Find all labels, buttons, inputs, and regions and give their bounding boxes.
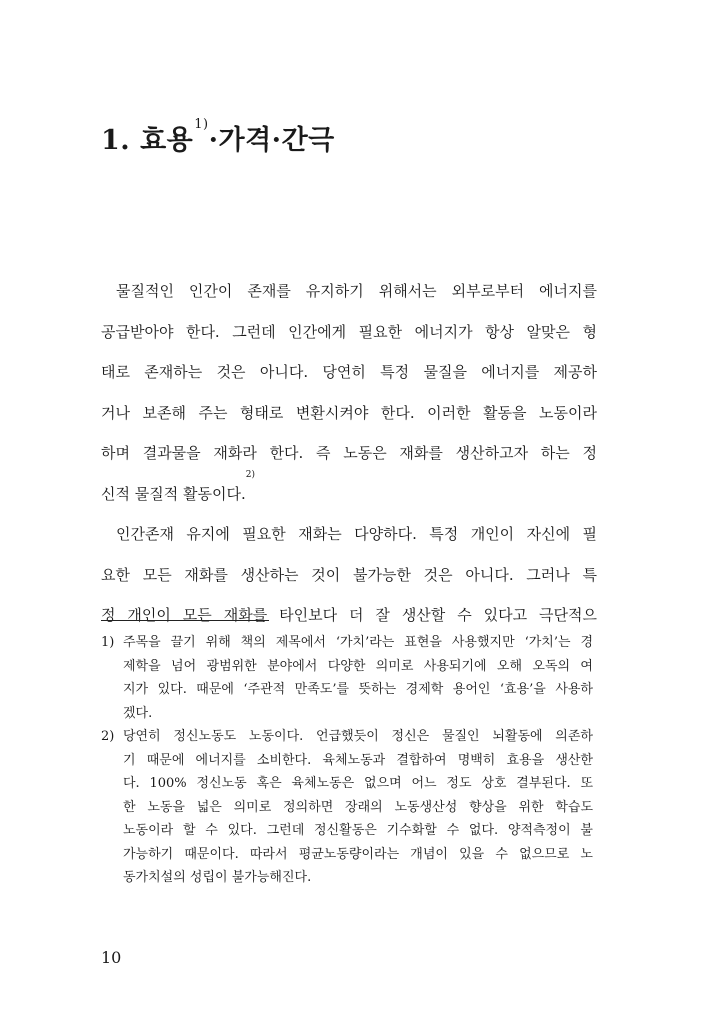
footnote-line: 지가 있다. 때문에 ‘주관적 만족도’를 뜻하는 경제학 용어인 ‘효용’을 사용하 bbox=[123, 682, 593, 697]
body-line: 하며 결과물을 재화라 한다. 즉 노동은 재화를 생산하고자 하는 정 bbox=[101, 444, 597, 462]
footnote-line: 다. 100% 정신노동 혹은 육체노동은 없으며 어느 정도 상호 결부된다. 또 bbox=[123, 776, 593, 791]
footnote-line: 겠다. bbox=[123, 705, 153, 721]
footnote-number: 1) bbox=[101, 635, 115, 650]
body-line-text: 신적 물질적 활동이다. bbox=[101, 484, 246, 503]
body-line: 인간존재 유지에 필요한 재화는 다양하다. 특정 개인이 자신에 필 bbox=[116, 525, 597, 543]
page-number: 10 bbox=[101, 948, 122, 967]
footnote-ref-2[interactable]: 2) bbox=[245, 469, 255, 480]
footnote-line: 기 때문에 에너지를 소비한다. 육체노동과 결합하여 명백히 효용을 생산한 bbox=[123, 752, 593, 768]
footnotes bbox=[101, 631, 593, 890]
chapter-title bbox=[101, 118, 335, 157]
body-text bbox=[101, 271, 597, 636]
footnote-number: 2) bbox=[101, 729, 115, 744]
footnote-divider bbox=[101, 620, 269, 621]
chapter-title-main: 1. 효용 bbox=[101, 125, 194, 157]
footnote-1 bbox=[101, 631, 593, 725]
footnote-line: 가능하기 때문이다. 따라서 평균노동량이라는 개념이 있을 수 없으므로 노 bbox=[123, 846, 593, 862]
footnote-ref-1[interactable]: 1) bbox=[194, 117, 209, 133]
footnote-line: 한 노동을 넓은 의미로 정의하면 장래의 노동생산성 향상을 위한 학습도 bbox=[123, 799, 593, 815]
footnote-2 bbox=[101, 725, 593, 890]
body-line: 정 개인이 모든 재화를 타인보다 더 잘 생산할 수 있다고 극단적으 bbox=[101, 606, 597, 624]
body-line: 공급받아야 한다. 그런데 인간에게 필요한 에너지가 항상 알맞은 형 bbox=[101, 322, 597, 341]
footnote-line: 당연히 정신노동도 노동이다. 언급했듯이 정신은 물질인 뇌활동에 의존하 bbox=[123, 729, 593, 744]
body-line: 거나 보존해 주는 형태로 변환시켜야 한다. 이러한 활동을 노동이라 bbox=[101, 403, 597, 422]
chapter-title-rest: ·가격·간극 bbox=[208, 125, 335, 157]
body-line: 태로 존재하는 것은 아니다. 당연히 특정 물질을 에너지를 제공하 bbox=[101, 363, 597, 381]
body-line bbox=[101, 469, 597, 515]
footnote-line: 노동이라 할 수 있다. 그런데 정신활동은 기수화할 수 없다. 양적측정이 불 bbox=[123, 823, 593, 838]
body-line: 물질적인 인간이 존재를 유지하기 위해서는 외부로부터 에너지를 bbox=[116, 282, 597, 300]
footnote-line: 동가치설의 성립이 불가능해진다. bbox=[123, 870, 312, 885]
body-line: 요한 모든 재화를 생산하는 것이 불가능한 것은 아니다. 그러나 특 bbox=[101, 565, 597, 584]
footnote-line: 주목을 끌기 위해 책의 제목에서 ‘가치’라는 표현을 사용했지만 ‘가치’는 경 bbox=[123, 635, 593, 650]
footnote-line: 제학을 넘어 광범위한 분야에서 다양한 의미로 사용되기에 오해 오독의 여 bbox=[123, 658, 593, 674]
